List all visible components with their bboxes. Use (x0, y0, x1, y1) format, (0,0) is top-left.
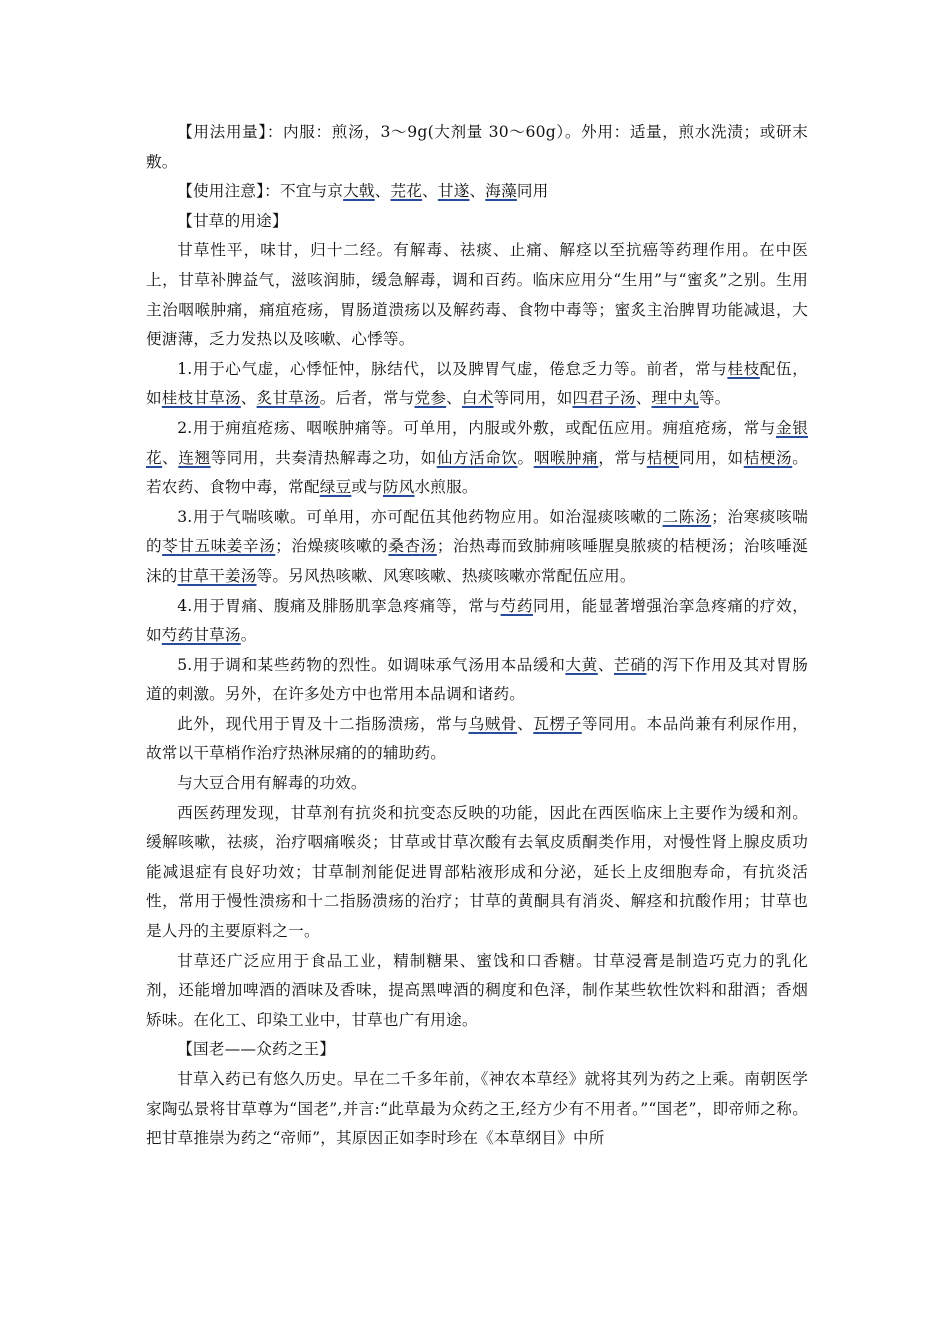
uses-item-2: 2.用于痈疽疮疡、咽喉肿痛等。可单用，内服或外敷，或配伍应用。痈疽疮疡，常与金银花、连翘等同用，共奏清热解毒之功，如仙方活命饮。咽喉肿痛，常与桔梗同用，如桔梗汤。若农药、食物中毒，常配绿豆或与防风水煎服。 (146, 418, 808, 497)
condition-link-sore-throat[interactable]: 咽喉肿痛 (533, 448, 599, 467)
document-body (146, 118, 808, 1154)
uses-item-1: 1.用于心气虚，心悸怔忡，脉结代，以及脾胃气虚，倦怠乏力等。前者，常与桂枝配伍，如桂枝甘草汤、炙甘草汤。后者，常与党参、白术等同用，如四君子汤、理中丸等。 (146, 359, 808, 408)
uses-item-3: 3.用于气喘咳嗽。可单用，亦可配伍其他药物应用。如治湿痰咳嗽的二陈汤；治寒痰咳喘的苓甘五味姜辛汤；治燥痰咳嗽的桑杏汤；治热毒而致肺痈咳唾腥臭脓痰的桔梗汤；治咳唾涎沫的甘草干姜汤等。另风热咳嗽、风寒咳嗽、热痰咳嗽亦常配伍应用。 (146, 507, 809, 585)
western-medicine-paragraph: 西医药理发现，甘草剂有抗炎和抗变态反映的功能，因此在西医临床上主要作为缓和剂。缓解咳嗽，祛痰，治疗咽痛喉炎；甘草或甘草次酸有去氧皮质酮类作用，对慢性肾上腺皮质功能减退症有良好功效；甘草制剂能促进胃部粘液形成和分泌，延长上皮细胞寿命，有抗炎活性，常用于慢性溃疡和十二指肠溃疡的治疗；甘草的黄酮具有消炎、解痉和抗酸作用；甘草也是人丹的主要原料之一。 (146, 803, 808, 941)
herb-link-lianqiao[interactable]: 连翘 (178, 448, 211, 467)
caution-paragraph: 【使用注意】：不宜与京大戟、芫花、甘遂、海藻同用 (177, 182, 549, 201)
herb-link-haizao[interactable]: 海藻 (485, 182, 517, 201)
herb-link-dahuang[interactable]: 大黄 (565, 655, 598, 674)
herb-link-walengzi[interactable]: 瓦楞子 (533, 714, 582, 733)
formula-link-erchen-tang[interactable]: 二陈汤 (662, 507, 712, 526)
formula-link-linggan-wuwei-jiangxin-tang[interactable]: 苓甘五味姜辛汤 (162, 537, 276, 556)
herb-link-dangshen[interactable]: 党参 (414, 389, 447, 408)
herb-link-daji[interactable]: 大戟 (343, 182, 375, 201)
formula-link-gancao-ganjiang-tang[interactable]: 甘草干姜汤 (177, 566, 257, 585)
caution-suffix: 同用 (516, 182, 549, 201)
herb-link-shaoyao[interactable]: 芍药 (500, 596, 534, 615)
soybean-paragraph: 与大豆合用有解毒的功效。 (177, 774, 367, 793)
uses-extra-paragraph: 此外，现代用于胃及十二指肠溃疡，常与乌贼骨、瓦楞子等同用。本品尚兼有利尿作用，故常以干草梢作治疗热淋尿痛的的辅助药。 (146, 714, 808, 763)
uses-item-4: 4.用于胃痛、腹痛及腓肠肌挛急疼痛等，常与芍药同用，能显著增强治挛急疼痛的疗效，如芍药甘草汤。 (146, 596, 808, 645)
formula-link-lizhong-wan[interactable]: 理中丸 (651, 389, 699, 408)
uses-item-5: 5.用于调和某些药物的烈性。如调味承气汤用本品缓和大黄、芒硝的泻下作用及其对胃肠道的刺激。另外，在许多处方中也常用本品调和诸药。 (146, 655, 808, 704)
herb-link-wuzeigu[interactable]: 乌贼骨 (468, 714, 518, 733)
herb-link-fangfeng[interactable]: 防风 (382, 478, 415, 497)
formula-link-guizhi-gancao-tang[interactable]: 桂枝甘草汤 (161, 389, 241, 408)
usage-paragraph: 【用法用量】：内服：煎汤，3～9g(大剂量 30～60g）。外用：适量，煎水洗渍；或研末敷。 (146, 123, 808, 171)
herb-link-jinyinhua[interactable]: 金银花 (146, 418, 808, 467)
caution-prefix: 【使用注意】：不宜与京 (177, 182, 344, 201)
formula-link-zhi-gancao-tang[interactable]: 炙甘草汤 (256, 389, 320, 408)
section-heading-king: 【国老——众药之王】 (177, 1040, 336, 1059)
formula-link-sangxing-tang[interactable]: 桑杏汤 (388, 537, 437, 556)
formula-link-jiegeng-tang[interactable]: 桔梗汤 (743, 448, 793, 467)
formula-link-xianfang-huoming-yin[interactable]: 仙方活命饮 (436, 448, 518, 467)
herb-link-yuanhua[interactable]: 芫花 (390, 182, 423, 201)
formula-link-sijunzi-tang[interactable]: 四君子汤 (572, 389, 636, 408)
herb-link-jiegeng[interactable]: 桔梗 (646, 448, 680, 467)
herb-link-ludou[interactable]: 绿豆 (319, 478, 352, 497)
industry-paragraph: 甘草还广泛应用于食品工业，精制糖果、蜜饯和口香糖。甘草浸膏是制造巧克力的乳化剂，还能增加啤酒的酒味及香味，提高黑啤酒的稠度和色泽，制作某些软性饮料和甜酒；香烟矫味。在化工、印染工业中，甘草也广有用途。 (146, 951, 808, 1029)
herb-link-baizhu[interactable]: 白术 (461, 389, 494, 408)
king-paragraph: 甘草入药已有悠久历史。早在二千多年前，《神农本草经》就将其列为药之上乘。南朝医学家陶弘景将甘草尊为“国老”,并言:“此草最为众药之王,经方少有不用者。”“国老”，即帝师之称。把甘草推崇为药之“帝师”，其原因正如李时珍在《本草纲目》中所 (146, 1070, 808, 1148)
uses-intro-paragraph: 甘草性平，味甘，归十二经。有解毒、祛痰、止痛、解痉以至抗癌等药理作用。在中医上，甘草补脾益气，滋咳润肺，缓急解毒，调和百药。临床应用分“生用”与“蜜炙”之别。生用主治咽喉肿痛，痛疽疮疡，胃肠道溃疡以及解药毒、食物中毒等；蜜炙主治脾胃功能减退，大便溏薄，乏力发热以及咳嗽、心悸等。 (146, 241, 808, 349)
herb-link-mangxiao[interactable]: 芒硝 (614, 655, 647, 674)
formula-link-shaoyao-gancao-tang[interactable]: 芍药甘草汤 (161, 626, 241, 645)
herb-link-gansui[interactable]: 甘遂 (437, 182, 470, 201)
herb-link-guizhi[interactable]: 桂枝 (727, 359, 760, 378)
section-heading-uses: 【甘草的用途】 (177, 211, 288, 230)
